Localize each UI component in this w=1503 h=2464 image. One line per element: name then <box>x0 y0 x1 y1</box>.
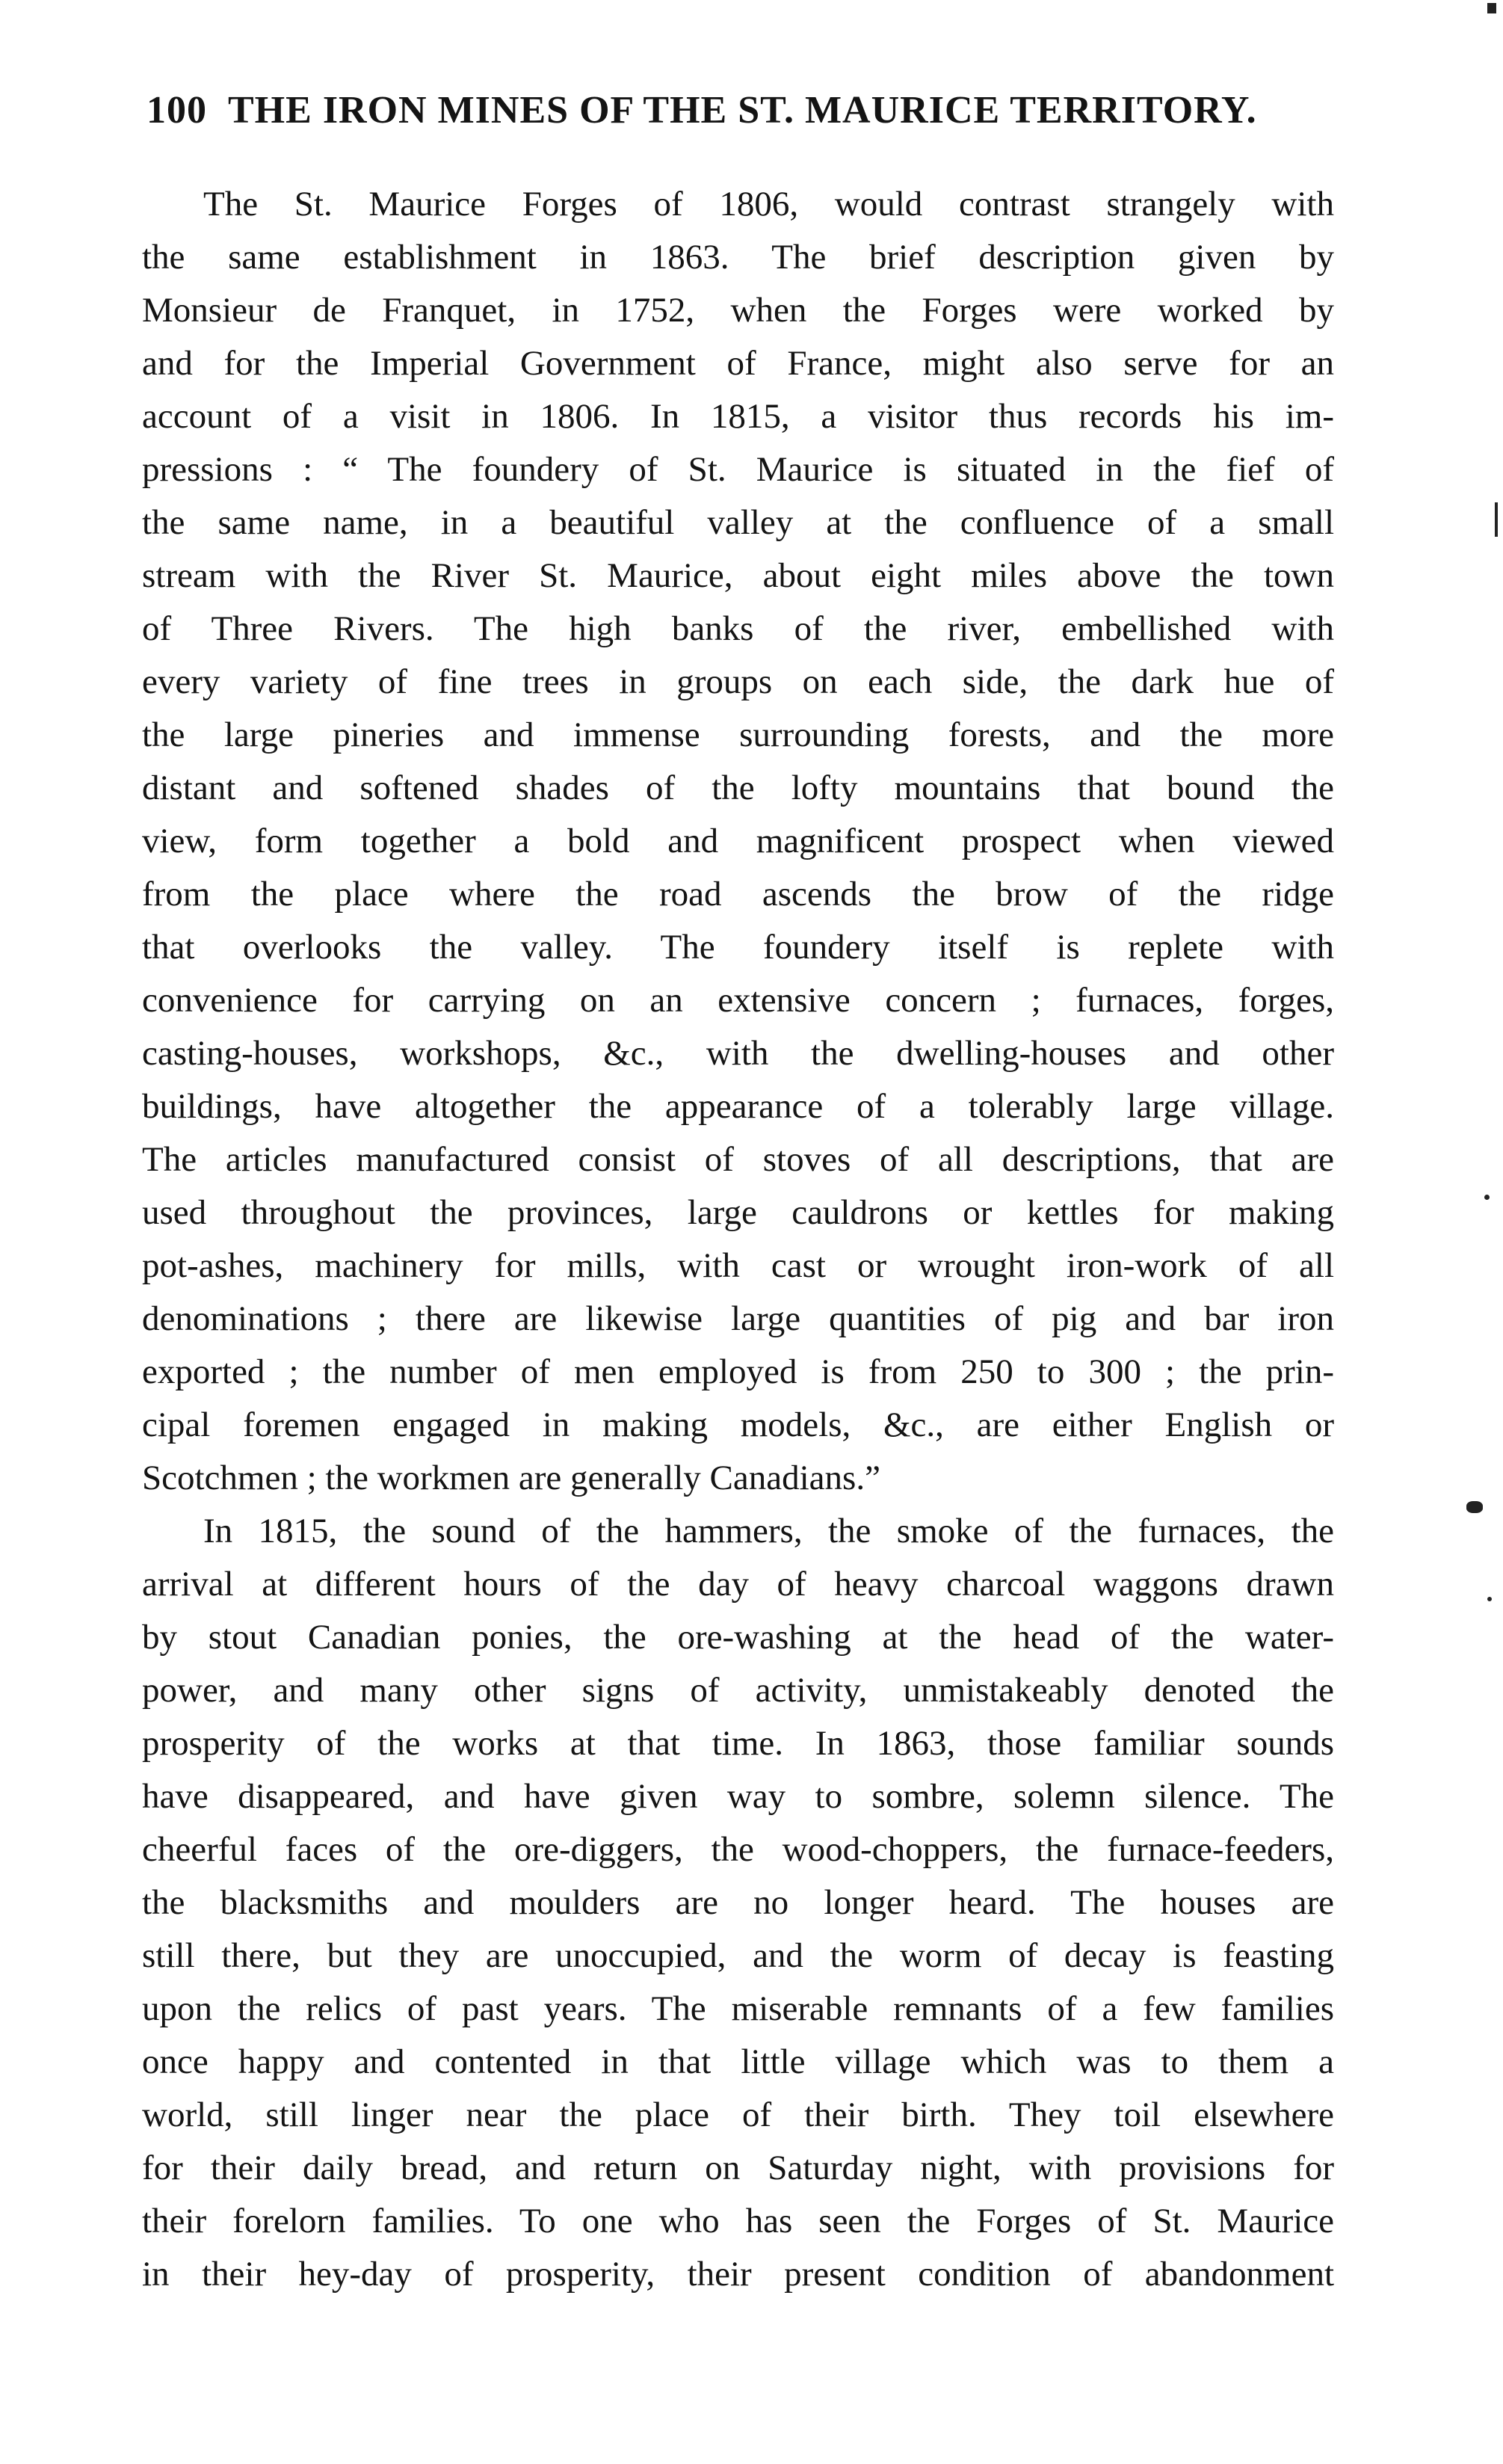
text-line: in their hey-day of prosperity, their present condition of abandonment <box>142 2255 1334 2294</box>
text-line: and for the Imperial Government of France, might also serve for an <box>142 344 1334 383</box>
scan-speck <box>1484 1195 1490 1200</box>
text-line: their forelorn families. To one who has seen the Forges of St. Maurice <box>142 2202 1334 2240</box>
text-line: upon the relics of past years. The miserable remnants of a few families <box>142 1989 1334 2028</box>
text-line: distant and softened shades of the lofty mountains that bound the <box>142 769 1334 807</box>
text-line: the same name, in a beautiful valley at the confluence of a small <box>142 503 1334 542</box>
text-line: from the place where the road ascends the brow of the ridge <box>142 875 1334 914</box>
text-line: The articles manufactured consist of stoves of all descriptions, that are <box>142 1140 1334 1179</box>
text-line: pot-ashes, machinery for mills, with cast or wrought iron-work of all <box>142 1246 1334 1285</box>
text-line: by stout Canadian ponies, the ore-washing at the head of the water- <box>142 1618 1334 1657</box>
text-line: casting-houses, workshops, &c., with the dwelling-houses and other <box>142 1034 1334 1073</box>
text-line: arrival at different hours of the day of heavy charcoal waggons drawn <box>142 1565 1334 1604</box>
scan-speck <box>1487 1597 1492 1601</box>
text-line: the blacksmiths and moulders are no longer heard. The houses are <box>142 1883 1334 1922</box>
scan-speck <box>1487 3 1496 13</box>
text-line: Scotchmen ; the workmen are generally Canadians.” <box>142 1459 880 1497</box>
text-line: used throughout the provinces, large cauldrons or kettles for making <box>142 1193 1334 1232</box>
text-line: stream with the River St. Maurice, about eight miles above the town <box>142 556 1334 595</box>
paragraph-1 <box>142 178 1334 1505</box>
text-line: of Three Rivers. The high banks of the river, embellished with <box>142 609 1334 648</box>
text-line: The St. Maurice Forges of 1806, would contrast strangely with <box>203 185 1334 224</box>
text-line: power, and many other signs of activity, unmistakeably denoted the <box>142 1671 1334 1710</box>
text-line: the large pineries and immense surrounding forests, and the more <box>142 715 1334 754</box>
text-line: every variety of fine trees in groups on each side, the dark hue of <box>142 662 1334 701</box>
text-line: cheerful faces of the ore-diggers, the wood-choppers, the furnace-feeders, <box>142 1830 1334 1869</box>
text-line: still there, but they are unoccupied, and the worm of decay is feasting <box>142 1936 1334 1975</box>
text-line: view, form together a bold and magnificent prospect when viewed <box>142 822 1334 860</box>
text-line: pressions : “ The foundery of St. Maurice is situated in the fief of <box>142 450 1334 489</box>
running-title: THE IRON MINES OF THE ST. MAURICE TERRITORY. <box>228 89 1257 132</box>
running-header <box>146 88 1327 132</box>
page-number: 100 <box>146 89 207 132</box>
text-line: account of a visit in 1806. In 1815, a visitor thus records his im- <box>142 397 1334 436</box>
text-line: cipal foremen engaged in making models, &c., are either English or <box>142 1405 1334 1444</box>
text-line: have disappeared, and have given way to sombre, solemn silence. The <box>142 1777 1334 1816</box>
paragraph-2 <box>142 1505 1334 2301</box>
text-line: buildings, have altogether the appearance of a tolerably large village. <box>142 1087 1334 1126</box>
text-line: convenience for carrying on an extensive concern ; furnaces, forges, <box>142 981 1334 1020</box>
text-line: for their daily bread, and return on Saturday night, with provisions for <box>142 2149 1334 2187</box>
text-line: denominations ; there are likewise large quantities of pig and bar iron <box>142 1299 1334 1338</box>
scan-speck <box>1495 502 1498 537</box>
text-line: exported ; the number of men employed is from 250 to 300 ; the prin- <box>142 1352 1334 1391</box>
text-line: that overlooks the valley. The foundery itself is replete with <box>142 928 1334 967</box>
body-text <box>142 178 1334 2301</box>
scan-speck <box>1466 1501 1483 1513</box>
text-line: once happy and contented in that little village which was to them a <box>142 2042 1334 2081</box>
text-line: world, still linger near the place of their birth. They toil elsewhere <box>142 2095 1334 2134</box>
text-line: prosperity of the works at that time. In 1863, those familiar sounds <box>142 1724 1334 1763</box>
text-line: the same establishment in 1863. The brief description given by <box>142 238 1334 277</box>
text-line: In 1815, the sound of the hammers, the smoke of the furnaces, the <box>203 1512 1334 1550</box>
text-line: Monsieur de Franquet, in 1752, when the Forges were worked by <box>142 291 1334 330</box>
